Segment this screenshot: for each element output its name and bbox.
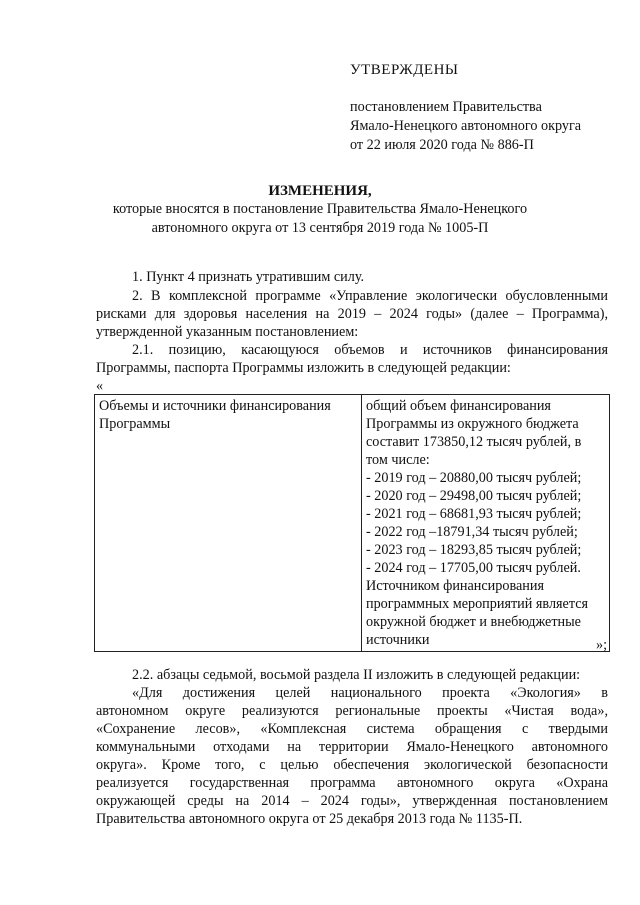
item-2-2 — [96, 666, 608, 828]
item-2-2-line: реализуется государственная программа автономного округа «Охрана — [96, 775, 608, 791]
item-2-1 — [96, 341, 608, 377]
item-2-line: 2. В комплексной программе «Управление экологически обусловленными — [132, 288, 608, 304]
approval-title: УТВЕРЖДЕНЫ — [350, 62, 459, 78]
item-2-2-line: «Сохранение лесов», «Комплексная система обращения с твердыми — [96, 721, 608, 737]
cell-line: Источником финансирования — [366, 578, 544, 594]
cell-line: - 2021 год – 68681,93 тысяч рублей; — [366, 506, 582, 522]
item-2-2-line: окружающей среды на 2014 – 2024 годы», утвержденная постановлением — [96, 793, 608, 809]
cell-line: - 2024 год – 17705,00 тысяч рублей. — [366, 560, 581, 576]
cell-line: источники — [366, 632, 430, 648]
cell-line: программных мероприятий является — [366, 596, 589, 612]
approval-block — [350, 98, 581, 155]
subtitle-line: которые вносятся в постановление Правительства Ямало-Ненецкого — [112, 201, 528, 217]
quote-close: »; — [596, 637, 608, 653]
item-2-2-last-line: Правительства автономного округа от 25 декабря 2013 года № 1135-П. — [96, 811, 523, 827]
cell-line: - 2023 год – 18293,85 тысяч рублей; — [366, 542, 582, 558]
cell-line: Программы из окружного бюджета — [366, 416, 579, 432]
approval-line: постановлением Правительства — [350, 99, 542, 115]
cell-line: Объемы и источники финансирования — [99, 398, 331, 414]
quote-open: « — [96, 378, 104, 394]
item-2-1-line: Программы, паспорта Программы изложить в следующей редакции: — [96, 360, 511, 376]
table-cell-value — [362, 395, 610, 652]
item-2-2-line: коммунальными отходами на территории Ямало-Ненецкого автономного — [96, 739, 608, 755]
item-2 — [96, 287, 608, 341]
item-2-2-intro: 2.2. абзацы седьмой, восьмой раздела II изложить в следующей редакции: — [132, 667, 581, 683]
cell-line: составит 173850,12 тысяч рублей, в — [366, 434, 582, 450]
cell-line: Программы — [99, 416, 171, 432]
item-2-2-line: округа». Кроме того, с целью обеспечения экологической безопасности — [96, 757, 608, 773]
cell-line: - 2022 год –18791,34 тысяч рублей; — [366, 524, 578, 540]
cell-line: общий объем финансирования — [366, 398, 551, 414]
table-row — [95, 395, 610, 652]
subtitle-line: автономного округа от 13 сентября 2019 года № 1005-П — [151, 220, 489, 236]
item-1 — [96, 268, 608, 286]
item-1-text: 1. Пункт 4 признать утратившим силу. — [132, 269, 365, 285]
approval-line: Ямало-Ненецкого автономного округа — [350, 118, 582, 134]
cell-line: - 2020 год – 29498,00 тысяч рублей; — [366, 488, 582, 504]
item-2-line: рисками для здоровья населения на 2019 – 2024 годы» (далее – Программа), — [96, 306, 608, 322]
item-2-line: утвержденной указанным постановлением: — [96, 324, 359, 340]
cell-line: - 2019 год – 20880,00 тысяч рублей; — [366, 470, 582, 486]
item-2-2-line: «Для достижения целей национального проекта «Экология» в — [132, 685, 608, 701]
table-cell-label — [95, 395, 362, 652]
cell-line: окружной бюджет и внебюджетные — [366, 614, 581, 630]
financing-table — [94, 394, 610, 652]
document-subtitle — [100, 200, 540, 238]
approval-line: от 22 июля 2020 года № 886-П — [350, 137, 534, 153]
item-2-1-line: 2.1. позицию, касающуюся объемов и источников финансирования — [132, 342, 608, 358]
cell-line: том числе: — [366, 452, 430, 468]
item-2-2-line: автономном округе реализуются региональные проекты «Чистая вода», — [96, 703, 608, 719]
document-heading: ИЗМЕНЕНИЯ, — [268, 183, 372, 199]
